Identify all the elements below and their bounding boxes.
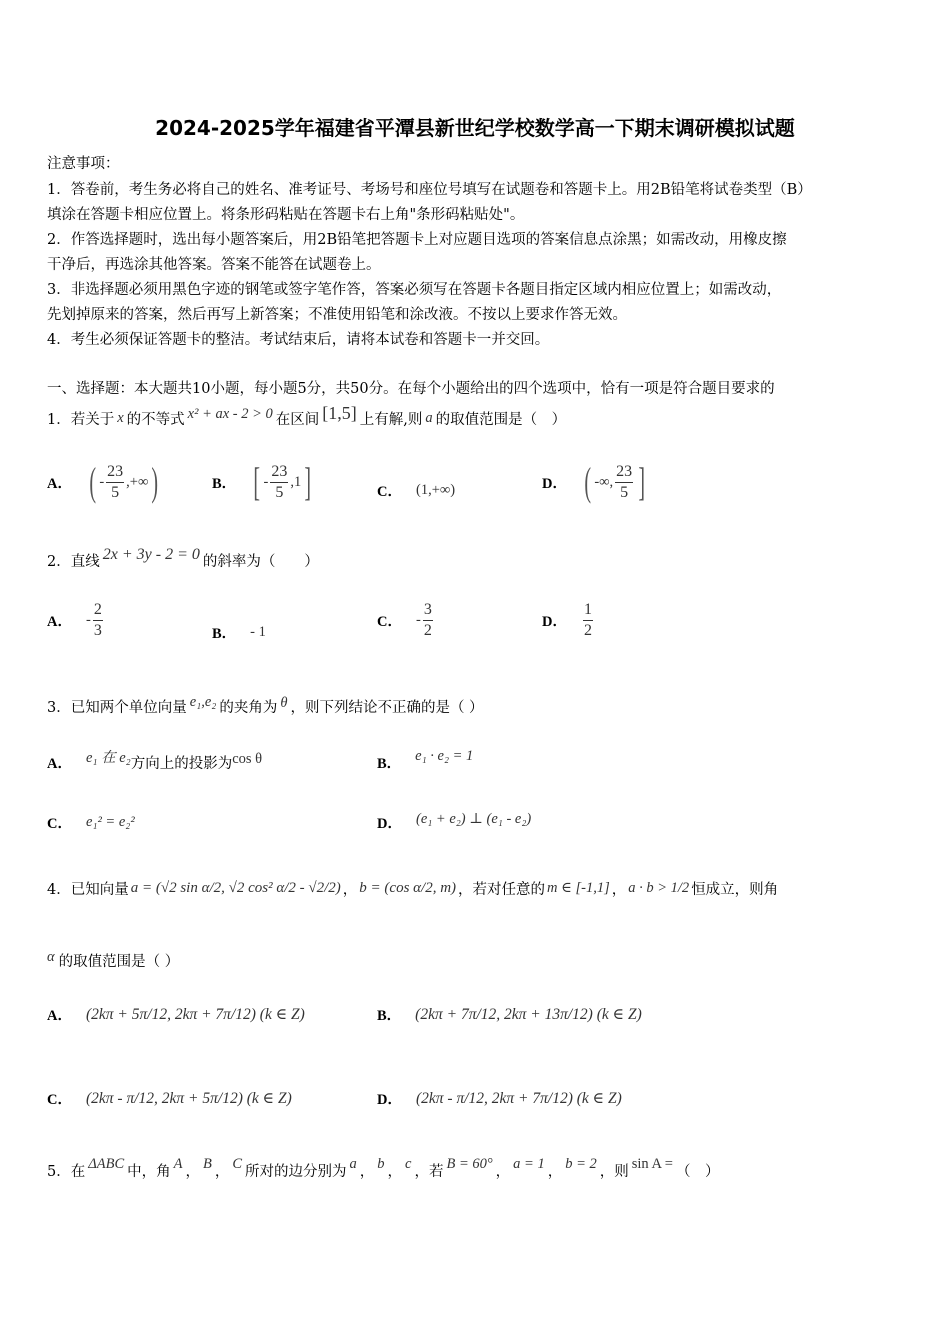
math-var: A bbox=[173, 1156, 183, 1172]
math-text: ,+∞ bbox=[126, 473, 149, 490]
math-bracket: ( bbox=[89, 459, 96, 504]
option-d[interactable] bbox=[542, 602, 595, 639]
question-text: ， bbox=[342, 882, 358, 898]
notice-line: 4．考生必须保证答题卡的整洁。考试结束后，请将本试卷和答题卡一并交回。 bbox=[47, 332, 550, 348]
math-condition: a = 1 bbox=[513, 1156, 545, 1172]
notice-line: 干净后，再选涂其他答案。答案不能答在试题卷上。 bbox=[47, 257, 381, 273]
math-fraction bbox=[270, 464, 288, 501]
option-d[interactable] bbox=[377, 812, 531, 833]
denominator: 5 bbox=[275, 483, 284, 501]
question-text: 所对的边分别为 bbox=[245, 1164, 347, 1180]
math-condition: B = 60° bbox=[446, 1156, 493, 1172]
notice-line: 3．非选择题必须用黑色字迹的钢笔或签字笔作答，答案必须写在答题卡各题目指定区域内相应位置上；如需改动， bbox=[47, 282, 782, 298]
question-text: 的夹角为 bbox=[219, 700, 278, 716]
math-text: - 1 bbox=[250, 624, 266, 640]
option-d[interactable] bbox=[542, 459, 648, 504]
question-text: ，则下列结论不正确的是（ ） bbox=[290, 700, 484, 716]
math-var: C bbox=[232, 1156, 243, 1172]
denominator: 5 bbox=[620, 483, 629, 501]
question-text: 的取值范围是（ ） bbox=[435, 412, 567, 428]
math-interval: [1,5] bbox=[322, 403, 357, 423]
question-text: 在区间 bbox=[275, 412, 320, 428]
math-var: α bbox=[47, 949, 55, 965]
question-text: 在 bbox=[70, 1164, 86, 1180]
math-text: (2kπ + 7π/12, 2kπ + 13π/12) (k ∈ Z) bbox=[415, 1006, 642, 1023]
math-text: (2kπ + 5π/12, 2kπ + 7π/12) (k ∈ Z) bbox=[85, 1006, 305, 1023]
math-text: - bbox=[263, 473, 269, 490]
option-c[interactable] bbox=[47, 812, 135, 833]
question-text: （ ） bbox=[676, 1164, 720, 1180]
denominator: 2 bbox=[583, 622, 592, 639]
math-bracket: [ bbox=[253, 459, 261, 504]
option-label: C． bbox=[377, 484, 402, 500]
option-label: D． bbox=[542, 614, 567, 630]
question-number: 4． bbox=[47, 882, 71, 898]
math-bracket: ) bbox=[151, 459, 159, 504]
option-label: A． bbox=[47, 1008, 72, 1024]
option-label: B． bbox=[377, 1008, 402, 1024]
exam-title: 2024-2025学年福建省平潭县新世纪学校数学高一下期末调研模拟试题 bbox=[155, 116, 795, 140]
question-number: 1． bbox=[47, 412, 71, 428]
math-text: e₁ · e₂ = 1 bbox=[415, 748, 474, 764]
math-var: x bbox=[117, 410, 124, 426]
numerator: 3 bbox=[423, 602, 433, 621]
math-var: B bbox=[203, 1156, 212, 1172]
math-vectors: e₁,e₂ bbox=[189, 694, 217, 710]
denominator: 5 bbox=[111, 483, 120, 501]
question-text: 中，角 bbox=[127, 1164, 171, 1180]
notice-heading: 注意事项： bbox=[47, 156, 120, 172]
question-text: ， bbox=[214, 1164, 230, 1180]
math-var: θ bbox=[280, 695, 288, 711]
math-bracket: ( bbox=[584, 459, 591, 504]
question-4 bbox=[47, 878, 778, 899]
math-inequality: a · b > 1/2 bbox=[628, 880, 690, 896]
option-b[interactable] bbox=[377, 748, 474, 773]
math-fraction bbox=[423, 602, 433, 639]
question-text: ， bbox=[359, 1164, 375, 1180]
math-var: c bbox=[405, 1156, 412, 1172]
option-label: C． bbox=[377, 614, 402, 630]
option-text: 方向上的投影为 bbox=[130, 756, 233, 772]
option-a[interactable] bbox=[47, 602, 105, 639]
math-text: -∞, bbox=[594, 473, 614, 490]
option-a[interactable] bbox=[47, 1004, 305, 1025]
question-text: 已知两个单位向量 bbox=[70, 700, 187, 716]
math-text: e₁ 在 e₂ bbox=[85, 750, 131, 766]
numerator: 23 bbox=[615, 464, 633, 483]
option-label: D． bbox=[377, 1092, 402, 1108]
question-text: 已知向量 bbox=[70, 882, 129, 898]
option-c[interactable] bbox=[47, 1088, 292, 1109]
option-b[interactable] bbox=[212, 622, 266, 643]
math-text: - bbox=[415, 612, 421, 628]
option-c[interactable] bbox=[377, 480, 455, 501]
math-text: ,1 bbox=[290, 473, 302, 490]
math-bracket: ] bbox=[304, 459, 312, 504]
math-bracket: ] bbox=[638, 459, 646, 504]
numerator: 23 bbox=[106, 464, 124, 483]
notice-line: 2．作答选择题时，选出每小题答案后，用2B铅笔把答题卡上对应题目选项的答案信息点涂黑；如需改动，用橡皮擦 bbox=[47, 232, 787, 248]
option-a[interactable] bbox=[47, 459, 162, 504]
option-label: C． bbox=[47, 1092, 72, 1108]
question-text: 若关于 bbox=[70, 412, 115, 428]
notice-line: 填涂在答题卡相应位置上。将条形码粘贴在答题卡右上角"条形码粘贴处"。 bbox=[47, 207, 525, 223]
math-text: - bbox=[85, 612, 91, 628]
question-text: 的取值范围是（ ） bbox=[58, 954, 180, 970]
option-label: A． bbox=[47, 475, 72, 492]
math-text: - bbox=[99, 473, 105, 490]
option-c[interactable] bbox=[377, 602, 435, 639]
option-label: D． bbox=[377, 816, 402, 832]
question-number: 5． bbox=[47, 1164, 71, 1180]
question-4-line-2 bbox=[47, 950, 179, 971]
math-condition: b = 2 bbox=[565, 1156, 597, 1172]
notice-line: 先划掉原来的答案，然后再写上新答案；不准使用铅笔和涂改液。不按以上要求作答无效。 bbox=[47, 307, 627, 323]
option-d[interactable] bbox=[377, 1088, 622, 1109]
option-b[interactable] bbox=[212, 459, 315, 504]
numerator: 23 bbox=[270, 464, 288, 483]
math-text: (2kπ - π/12, 2kπ + 7π/12) (k ∈ Z) bbox=[415, 1090, 622, 1107]
section-heading: 一、选择题：本大题共10小题，每小题5分，共50分。在每个小题给出的四个选项中，恰有一项是符合题目要求的 bbox=[47, 381, 775, 397]
math-condition: m ∈ [-1,1] bbox=[547, 880, 610, 896]
question-text: 直线 bbox=[70, 554, 100, 570]
question-2 bbox=[47, 545, 319, 571]
denominator: 3 bbox=[93, 622, 102, 639]
question-number: 3． bbox=[47, 700, 71, 716]
math-equation: 2x + 3y - 2 = 0 bbox=[102, 545, 200, 563]
notice-line: 1．答卷前，考生务必将自己的姓名、准考证号、考场号和座位号填写在试题卷和答题卡上。用2B铅笔将试卷类型（B） bbox=[47, 182, 812, 198]
math-inequality: x² + ax - 2 > 0 bbox=[187, 406, 273, 422]
option-label: B． bbox=[212, 626, 237, 642]
question-text: ， bbox=[611, 882, 627, 898]
option-a[interactable] bbox=[47, 752, 262, 773]
math-vector-a: a = (√2 sin α/2, √2 cos² α/2 - √2/2) bbox=[130, 880, 341, 896]
numerator: 2 bbox=[93, 602, 103, 621]
question-1 bbox=[47, 403, 567, 429]
math-expression: sin A = bbox=[631, 1156, 673, 1172]
question-text: ， bbox=[495, 1164, 511, 1180]
question-text: ，若 bbox=[414, 1164, 444, 1180]
math-text: (e₁ + e₂) ⊥ (e₁ - e₂) bbox=[415, 811, 532, 827]
math-text: e₁² = e₂² bbox=[85, 814, 135, 830]
option-label: B． bbox=[377, 756, 402, 772]
question-3 bbox=[47, 696, 484, 717]
question-text: ， bbox=[387, 1164, 403, 1180]
question-text: 的不等式 bbox=[126, 412, 185, 428]
option-label: A． bbox=[47, 614, 72, 630]
question-text: ， bbox=[185, 1164, 200, 1180]
question-number: 2． bbox=[47, 554, 71, 570]
math-text: cos θ bbox=[232, 751, 263, 767]
question-text: 上有解,则 bbox=[359, 412, 423, 428]
question-text: ，则 bbox=[599, 1164, 629, 1180]
option-label: B． bbox=[212, 475, 237, 492]
math-var: a bbox=[425, 410, 433, 426]
math-triangle: ΔABC bbox=[88, 1156, 125, 1172]
math-fraction bbox=[93, 602, 103, 639]
math-fraction bbox=[615, 464, 633, 501]
math-fraction bbox=[583, 602, 593, 639]
question-text: 恒成立，则角 bbox=[691, 882, 779, 898]
question-text: 的斜率为（ ） bbox=[202, 554, 319, 570]
question-text: ， bbox=[547, 1164, 563, 1180]
option-label: D． bbox=[542, 475, 567, 492]
numerator: 1 bbox=[583, 602, 593, 621]
option-label: C． bbox=[47, 816, 72, 832]
math-var: b bbox=[377, 1156, 385, 1172]
math-vector-b: b = (cos α/2, m) bbox=[359, 880, 457, 896]
math-text: (1,+∞) bbox=[415, 482, 456, 498]
question-5 bbox=[47, 1156, 720, 1181]
option-b[interactable] bbox=[377, 1004, 642, 1025]
math-fraction bbox=[106, 464, 124, 501]
question-text: ，若对任意的 bbox=[458, 882, 546, 898]
option-label: A． bbox=[47, 756, 72, 772]
denominator: 2 bbox=[423, 622, 432, 639]
math-var: a bbox=[349, 1156, 357, 1172]
math-text: (2kπ - π/12, 2kπ + 5π/12) (k ∈ Z) bbox=[85, 1090, 292, 1107]
